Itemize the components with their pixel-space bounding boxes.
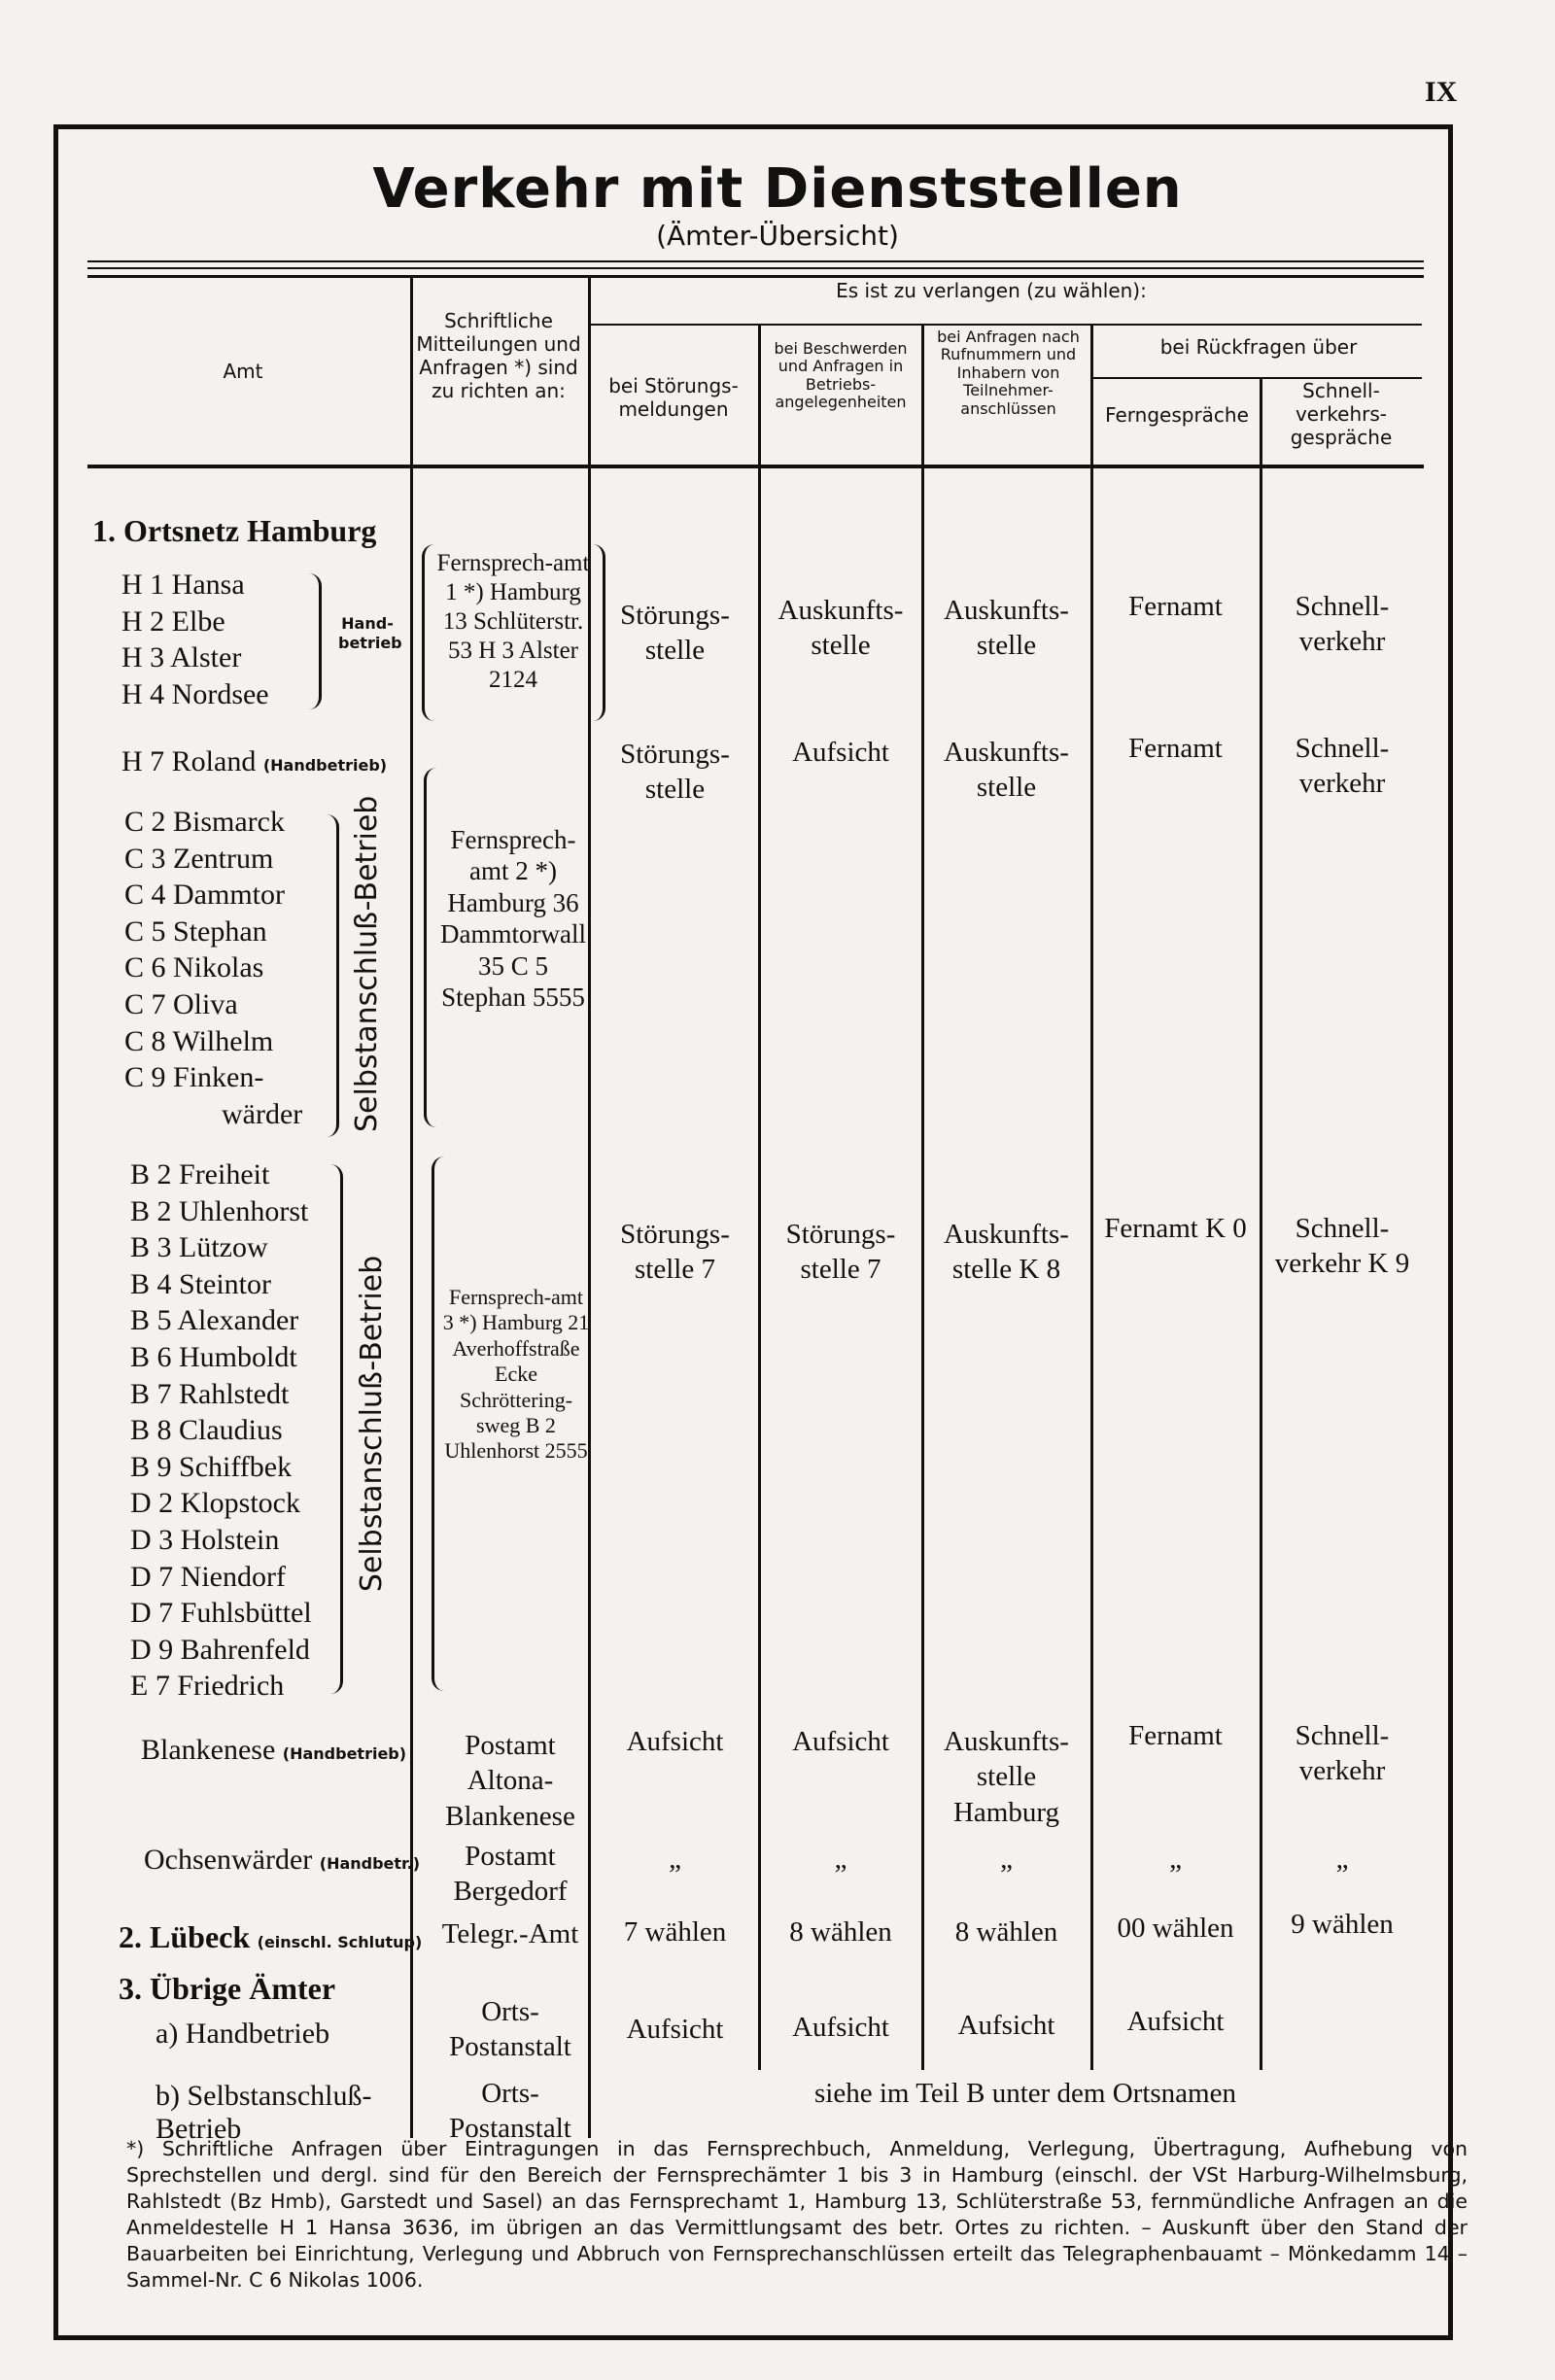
luebeck-rufnummern: 8 wählen — [954, 1916, 1058, 1948]
luebeck-address: Telegr.-Amt — [441, 1918, 579, 1949]
header-rueckfragen: bei Rückfragen über — [1159, 335, 1358, 359]
row-blankenese — [141, 1732, 406, 1773]
address-fernsprechamt-1: Fernsprech-amt 1 *) Hamburg 13 Schlüterstr. 53 H 3 Alster 2124 — [436, 550, 590, 693]
page-number: IX — [1425, 76, 1458, 108]
h7-fern: Fernamt — [1128, 733, 1223, 764]
group-c-list — [124, 804, 302, 1132]
row-h7 — [121, 743, 387, 784]
rule-top-2 — [87, 267, 1424, 269]
amt-b9: B 9 Schiffbek — [130, 1450, 293, 1483]
h7-note: (Handbetrieb) — [262, 756, 388, 775]
col-line-4 — [921, 324, 924, 2070]
label-handbetrieb: Hand-betrieb — [338, 614, 402, 652]
ochsenwaerder-address: Postamt Bergedorf — [453, 1841, 568, 1908]
amt-h4: H 4 Nordsee — [121, 677, 269, 710]
amt-c2: C 2 Bismarck — [124, 806, 285, 838]
amt-h7: H 7 Roland — [121, 745, 257, 777]
amt-b7: B 7 Rahlstedt — [130, 1377, 290, 1410]
amt-handbetrieb: a) Handbetrieb — [156, 2018, 330, 2050]
amt-b3: B 3 Lützow — [130, 1231, 268, 1264]
b-beschwerden: Störungs-stelle 7 — [785, 1219, 896, 1286]
blankenese-beschwerden: Aufsicht — [792, 1726, 889, 1757]
header-beschwerden: bei Beschwerden und Anfragen in Betriebs-angelegenheiten — [774, 339, 908, 412]
address-fernsprechamt-2: Fernsprech-amt 2 *) Hamburg 36 Dammtorwall 35 C 5 Stephan 5555 — [440, 825, 586, 1012]
blankenese-stoerung: Aufsicht — [626, 1726, 724, 1757]
section-ortsnetz-hamburg: 1. Ortsnetz Hamburg — [92, 513, 377, 548]
group-b-list — [130, 1156, 312, 1705]
amt-blankenese: Blankenese — [141, 1734, 276, 1766]
amt-ochsenwaerder: Ochsenwärder — [144, 1844, 313, 1876]
amt-b6: B 6 Humboldt — [130, 1340, 297, 1373]
h-rufnummern: Auskunfts-stelle — [944, 595, 1069, 662]
header-schriftlich: Schriftliche Mitteilungen und Anfragen *) sind zu richten an: — [416, 309, 581, 402]
amt-d7-niendorf: D 7 Niendorf — [130, 1560, 286, 1593]
ochsenwaerder-ditto-5: „ — [1335, 1844, 1349, 1875]
brace-c — [327, 814, 339, 1137]
header-verlangen: Es ist zu verlangen (zu wählen): — [836, 279, 1147, 302]
amt-luebeck: 2. Lübeck — [119, 1919, 251, 1954]
row-handbetrieb — [156, 2016, 329, 2052]
brace-b — [330, 1164, 343, 1694]
h-stoerung: Störungs-stelle — [620, 600, 730, 667]
group-h-list — [121, 567, 269, 712]
h-schnell: Schnell-verkehr — [1295, 591, 1390, 658]
amt-c7: C 7 Oliva — [124, 987, 238, 1020]
blankenese-rufnummern: Auskunfts-stelle Hamburg — [944, 1726, 1069, 1828]
amt-b2-uhlenhorst: B 2 Uhlenhorst — [130, 1194, 309, 1227]
ochsenwaerder-ditto-1: „ — [669, 1844, 681, 1875]
page-subtitle: (Ämter-Übersicht) — [656, 220, 899, 252]
amt-c6: C 6 Nikolas — [124, 951, 264, 984]
label-c-selbstanschluss: Selbstanschluß-Betrieb — [350, 795, 384, 1132]
amt-b5: B 5 Alexander — [130, 1304, 299, 1337]
ochsenwaerder-note: (Handbetr.) — [319, 1854, 421, 1873]
row-ochsenwaerder — [144, 1842, 420, 1882]
b-rufnummern: Auskunfts-stelle K 8 — [944, 1219, 1069, 1286]
amt-selbstanschluss: b) Selbstanschluß-Betrieb — [156, 2080, 372, 2145]
amt-b8: B 8 Claudius — [130, 1414, 283, 1447]
page-title: Verkehr mit Dienststellen — [372, 157, 1183, 221]
blankenese-schnell: Schnell-verkehr — [1295, 1720, 1390, 1787]
b-stoerung: Störungs-stelle 7 — [620, 1219, 730, 1286]
rule-top-1 — [87, 260, 1424, 262]
luebeck-schnell: 9 wählen — [1291, 1909, 1394, 1940]
selbst-siehe-teil-b: siehe im Teil B unter dem Ortsnamen — [814, 2078, 1236, 2109]
header-stoerung: bei Störungs-meldungen — [608, 374, 739, 421]
b-fern: Fernamt K 0 — [1104, 1213, 1247, 1244]
blankenese-address: Postamt Altona-Blankenese — [445, 1730, 575, 1832]
amt-h2: H 2 Elbe — [121, 604, 225, 638]
footnote: *) Schriftliche Anfragen über Eintragungen in das Fernsprechbuch, Anmeldung, Verlegung, Übertragung, Aufhebung von Sprechstellen und dergl. sind für den Bereich der Fernsprechämter 1 bis 3 in Hamburg (einschl. der VSt Harburg-Wilhelmsburg, Rahlstedt (Bz Hmb), Garstedt und Sasel) an das Fernsprechamt 1, Hamburg 13, Schlüterstraße 53, fernmündliche Anfragen an die Anmeldestelle H 1 Hansa 3636, im übrigen an das Vermittlungsamt des betr. Ortes zu richten. – Auskunft über den Stand der Bauarbeiten bei Einrichtung, Verlegung und Abbruch von Fernsprechanschlüssen erteilt das Telegraphenbauamt – Mönkedamm 14 – Sammel-Nr. C 6 Nikolas 1006. — [126, 2137, 1468, 2292]
handbetrieb-address: Orts-Postanstalt — [449, 1996, 571, 2063]
amt-h3: H 3 Alster — [121, 641, 242, 674]
handbetrieb-fern: Aufsicht — [1126, 2006, 1225, 2037]
header-rufnummern: bei Anfragen nach Rufnummern und Inhabern von Teilnehmer-anschlüssen — [937, 328, 1080, 418]
amt-b2-freiheit: B 2 Freiheit — [130, 1158, 270, 1190]
ochsenwaerder-ditto-3: „ — [1000, 1844, 1013, 1875]
address-fernsprechamt-3: Fernsprech-amt 3 *) Hamburg 21 Averhoffstraße Ecke Schröttering-sweg B 2 Uhlenhorst 2555 — [442, 1285, 590, 1464]
header-schnellverkehr: Schnell-verkehrs-gespräche — [1290, 379, 1393, 449]
amt-h1: H 1 Hansa — [121, 569, 245, 601]
amt-b4: B 4 Steintor — [130, 1267, 272, 1300]
blankenese-fern: Fernamt — [1128, 1720, 1223, 1751]
col-line-6 — [1260, 377, 1262, 2070]
amt-c8: C 8 Wilhelm — [124, 1024, 274, 1057]
amt-d2: D 2 Klopstock — [130, 1487, 300, 1520]
rule-verlangen — [591, 324, 1422, 326]
h7-rufnummern: Auskunfts-stelle — [944, 737, 1069, 804]
header-ferngespraeche: Ferngespräche — [1105, 403, 1249, 427]
h7-schnell: Schnell-verkehr — [1295, 733, 1390, 800]
blankenese-note: (Handbetrieb) — [282, 1744, 407, 1763]
brace-h — [309, 573, 322, 709]
handbetrieb-beschwerden: Aufsicht — [792, 2012, 889, 2043]
brace-h-address-left — [422, 544, 434, 721]
amt-c9: C 9 Finken- — [124, 1061, 264, 1094]
section-uebrige-aemter: 3. Übrige Ämter — [119, 1971, 336, 2006]
rule-header-bottom — [87, 465, 1424, 468]
luebeck-stoerung: 7 wählen — [623, 1916, 727, 1948]
amt-d9: D 9 Bahrenfeld — [130, 1633, 310, 1666]
h7-stoerung: Störungs-stelle — [620, 739, 730, 806]
col-line-5 — [1090, 324, 1093, 2070]
handbetrieb-stoerung: Aufsicht — [626, 2014, 724, 2045]
selbst-address: Orts-Postanstalt — [449, 2078, 571, 2145]
header-amt: Amt — [223, 360, 263, 383]
h7-beschwerden: Aufsicht — [792, 737, 889, 768]
ochsenwaerder-ditto-4: „ — [1169, 1844, 1182, 1875]
ochsenwaerder-ditto-2: „ — [834, 1844, 847, 1875]
luebeck-fern: 00 wählen — [1117, 1913, 1234, 1944]
amt-d3: D 3 Holstein — [130, 1523, 280, 1556]
amt-c9-cont: wärder — [222, 1097, 303, 1130]
amt-c4: C 4 Dammtor — [124, 879, 285, 912]
luebeck-note: (einschl. Schlutup) — [257, 1933, 423, 1951]
amt-c3: C 3 Zentrum — [124, 842, 274, 875]
h-fern: Fernamt — [1128, 591, 1223, 622]
amt-c5: C 5 Stephan — [124, 914, 267, 948]
label-b-selbstanschluss: Selbstanschluß-Betrieb — [355, 1255, 389, 1593]
amt-e7: E 7 Friedrich — [130, 1670, 285, 1703]
rule-top-3 — [87, 275, 1424, 278]
luebeck-beschwerden: 8 wählen — [789, 1916, 892, 1948]
handbetrieb-rufnummern: Aufsicht — [957, 2010, 1055, 2041]
b-schnell: Schnell-verkehr K 9 — [1274, 1213, 1410, 1280]
row-luebeck — [119, 1919, 422, 1961]
amt-d7-fuhlsbuettel: D 7 Fuhlsbüttel — [130, 1597, 312, 1630]
col-line-3 — [758, 324, 761, 2070]
h-beschwerden: Auskunfts-stelle — [778, 595, 904, 662]
